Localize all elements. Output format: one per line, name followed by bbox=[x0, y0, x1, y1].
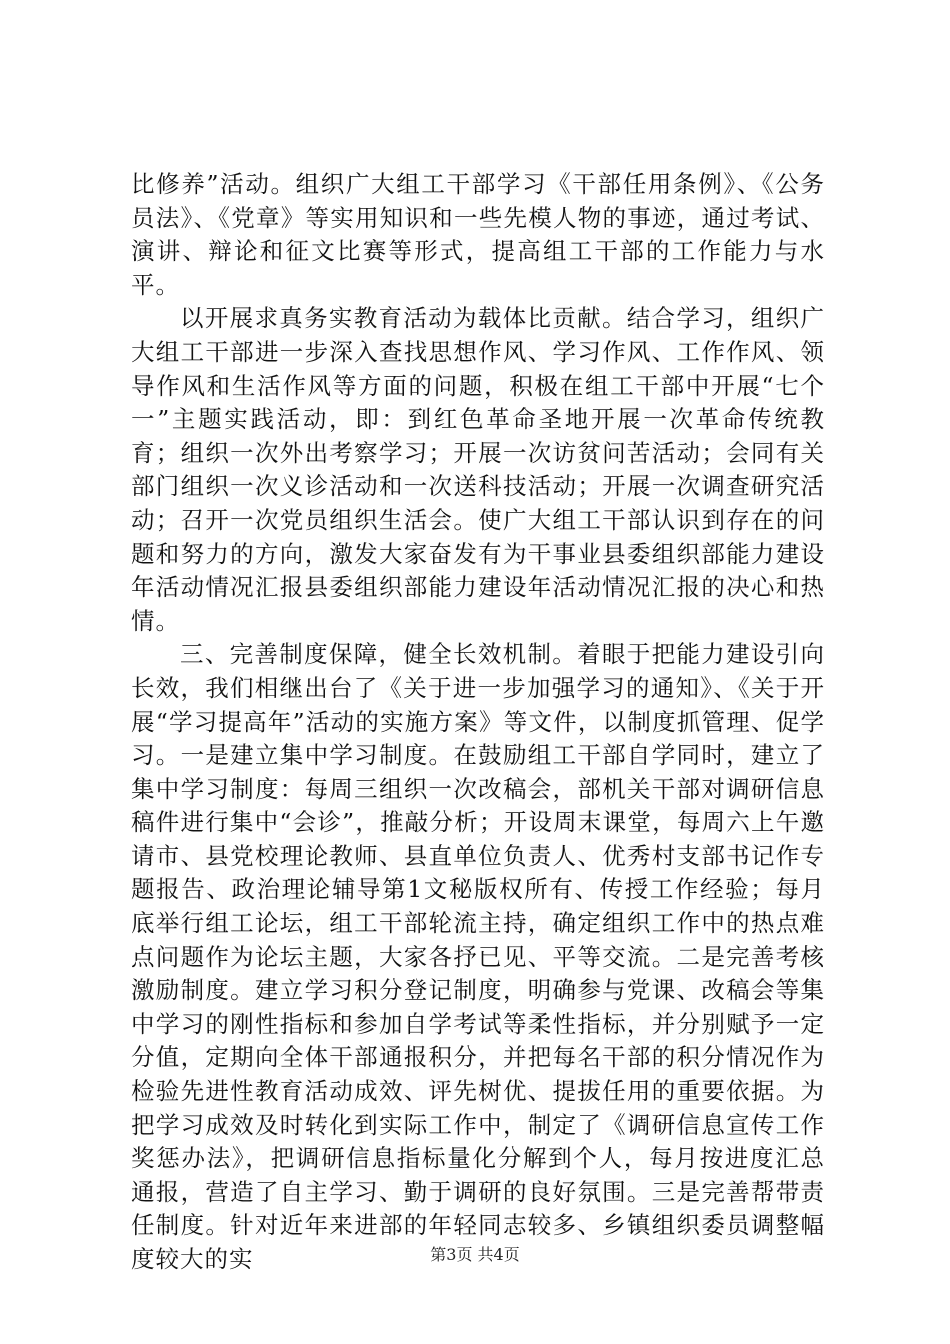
page-number-footer: 第3页 共4页 bbox=[430, 1245, 520, 1264]
document-body bbox=[131, 168, 825, 1277]
paragraph-system-guarantee: 三、完善制度保障，健全长效机制。着眼于把能力建设引向长效，我们相继出台了《关于进一步加强学习的通知》、《关于开展“学习提高年”活动的实施方案》等文件，以制度抓管理、促学习。一是建立集中学习制度。在鼓励组工干部自学同时，建立了集中学习制度：每周三组织一次改稿会，部机关干部对调研信息稿件进行集中“会诊”，推敲分析；开设周末课堂，每周六上午邀请市、县党校理论教师、县直单位负责人、优秀村支部书记作专题报告、政治理论辅导第1文秘版权所有、传授工作经验；每月底举行组工论坛，组工干部轮流主持，确定组织工作中的热点难点问题作为论坛主题，大家各抒已见、平等交流。二是完善考核激励制度。建立学习积分登记制度，明确参与党课、改稿会等集中学习的刚性指标和参加自学考试等柔性指标，并分别赋予一定分值，定期向全体干部通报积分，并把每名干部的积分情况作为检验先进性教育活动成效、评先树优、提拔任用的重要依据。为把学习成效及时转化到实际工作中，制定了《调研信息宣传工作奖惩办法》，把调研信息指标量化分解到个人，每月按进度汇总通报，营造了自主学习、勤于调研的良好氛围。三是完善帮带责任制度。针对近年来进部的年轻同志较多、乡镇组织委员调整幅度较大的实 bbox=[131, 640, 825, 1273]
paragraph-education-activity: 以开展求真务实教育活动为载体比贡献。结合学习，组织广大组工干部进一步深入查找思想作风、学习作风、工作作风、领导作风和生活作风等方面的问题，积极在组工干部中开展“七个一”主题实践活动，即：到红色革命圣地开展一次革命传统教育；组织一次外出考察学习；开展一次访贫问苦活动；会同有关部门组织一次义诊活动和一次送科技活动；开展一次调查研究活动；召开一次党员组织生活会。使广大组工干部认识到存在的问题和努力的方向，激发大家奋发有为干事业县委组织部能力建设年活动情况汇报县委组织部能力建设年活动情况汇报的决心和热情。 bbox=[131, 304, 825, 635]
paragraph-continued: 比修养”活动。组织广大组工干部学习《干部任用条例》、《公务员法》、《党章》等实用知识和一些先模人物的事迹，通过考试、演讲、辩论和征文比赛等形式，提高组工干部的工作能力与水平。 bbox=[131, 170, 825, 299]
